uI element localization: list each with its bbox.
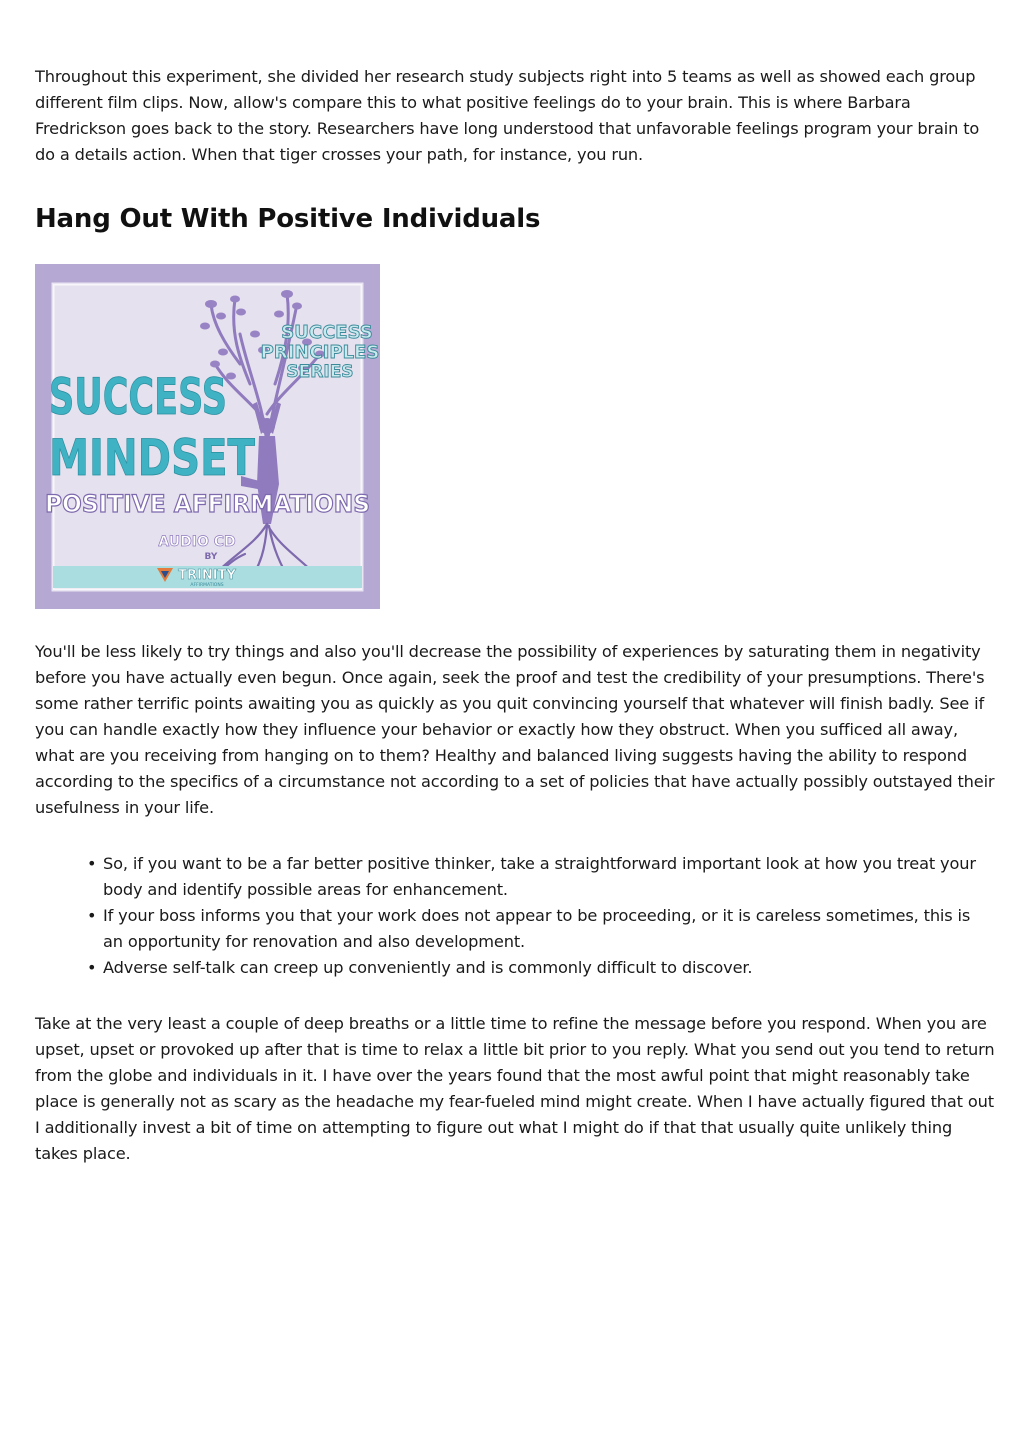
list-item-text: If your boss informs you that your work does not appear to be proceeding, or it is careless sometimes, this is an opportunity for renovation and also development. (103, 906, 971, 951)
bullet-icon: • (87, 958, 97, 977)
subtitle-text: POSITIVE AFFIRMATIONS (45, 490, 370, 518)
bullet-icon: • (87, 854, 97, 873)
list-item (87, 955, 995, 981)
intro-paragraph: Throughout this experiment, she divided her research study subjects right into 5 teams as well as showed each group different film clips. Now, allow's compare this to what positive feelings do to your brain. This is where Barbara Fredrickson goes back to the story. Researchers have long understood that unfavorable feelings program your brain to do a details action. When that tiger crosses your path, for instance, you run. (35, 67, 980, 164)
series-line1: SUCCESS (281, 322, 373, 343)
list-item (87, 851, 995, 903)
by-text: BY (204, 552, 218, 562)
series-line2: PRINCIPLES (260, 342, 380, 363)
list-item-text: So, if you want to be a far better positive thinker, take a straightforward important look at how you treat your body and identify possible areas for enhancement. (103, 854, 976, 899)
final-paragraph: Take at the very least a couple of deep breaths or a little time to refine the message before you respond. When you are upset, upset or provoked up after that is time to relax a little bit prior to you reply. What you send out you tend to return from the globe and individuals in it. I have over the years found that the most awful point that might reasonably take place is generally not as scary as the headache my fear-fueled mind might create. When I have actually figured that out I additionally invest a bit of time on attempting to figure out what I might do if that that usually quite unlikely thing takes place. (35, 1014, 995, 1163)
bullet-list (35, 851, 995, 981)
series-line3: SERIES (286, 362, 354, 382)
title-line2: MINDSET (49, 429, 255, 487)
bullet-icon: • (87, 906, 97, 925)
title-line1: SUCCESS (49, 368, 227, 426)
album-cover-image (35, 264, 380, 609)
format-text: AUDIO CD (158, 534, 236, 550)
section-heading: Hang Out With Positive Individuals (35, 204, 541, 234)
article (35, 64, 995, 1167)
brand-sub-text: AFFIRMATIONS (190, 583, 224, 588)
second-paragraph: You'll be less likely to try things and also you'll decrease the possibility of experiences by saturating them in negativity before you have actually even begun. Once again, seek the proof and test the credibility of your presumptions. There's some rather terrific points awaiting you as quickly as you quit convincing yourself that whatever will finish badly. See if you can handle exactly how they influence your behavior or exactly how they obstruct. When you sufficed all away, what are you receiving from hanging on to them? Healthy and balanced living suggests having the ability to respond according to the specifics of a circumstance not according to a set of policies that have actually possibly outstayed their usefulness in your life. (35, 642, 995, 817)
list-item-text: Adverse self-talk can creep up conveniently and is commonly difficult to discover. (103, 958, 753, 977)
list-item (87, 903, 995, 955)
brand-text: TRINITY (178, 568, 236, 583)
